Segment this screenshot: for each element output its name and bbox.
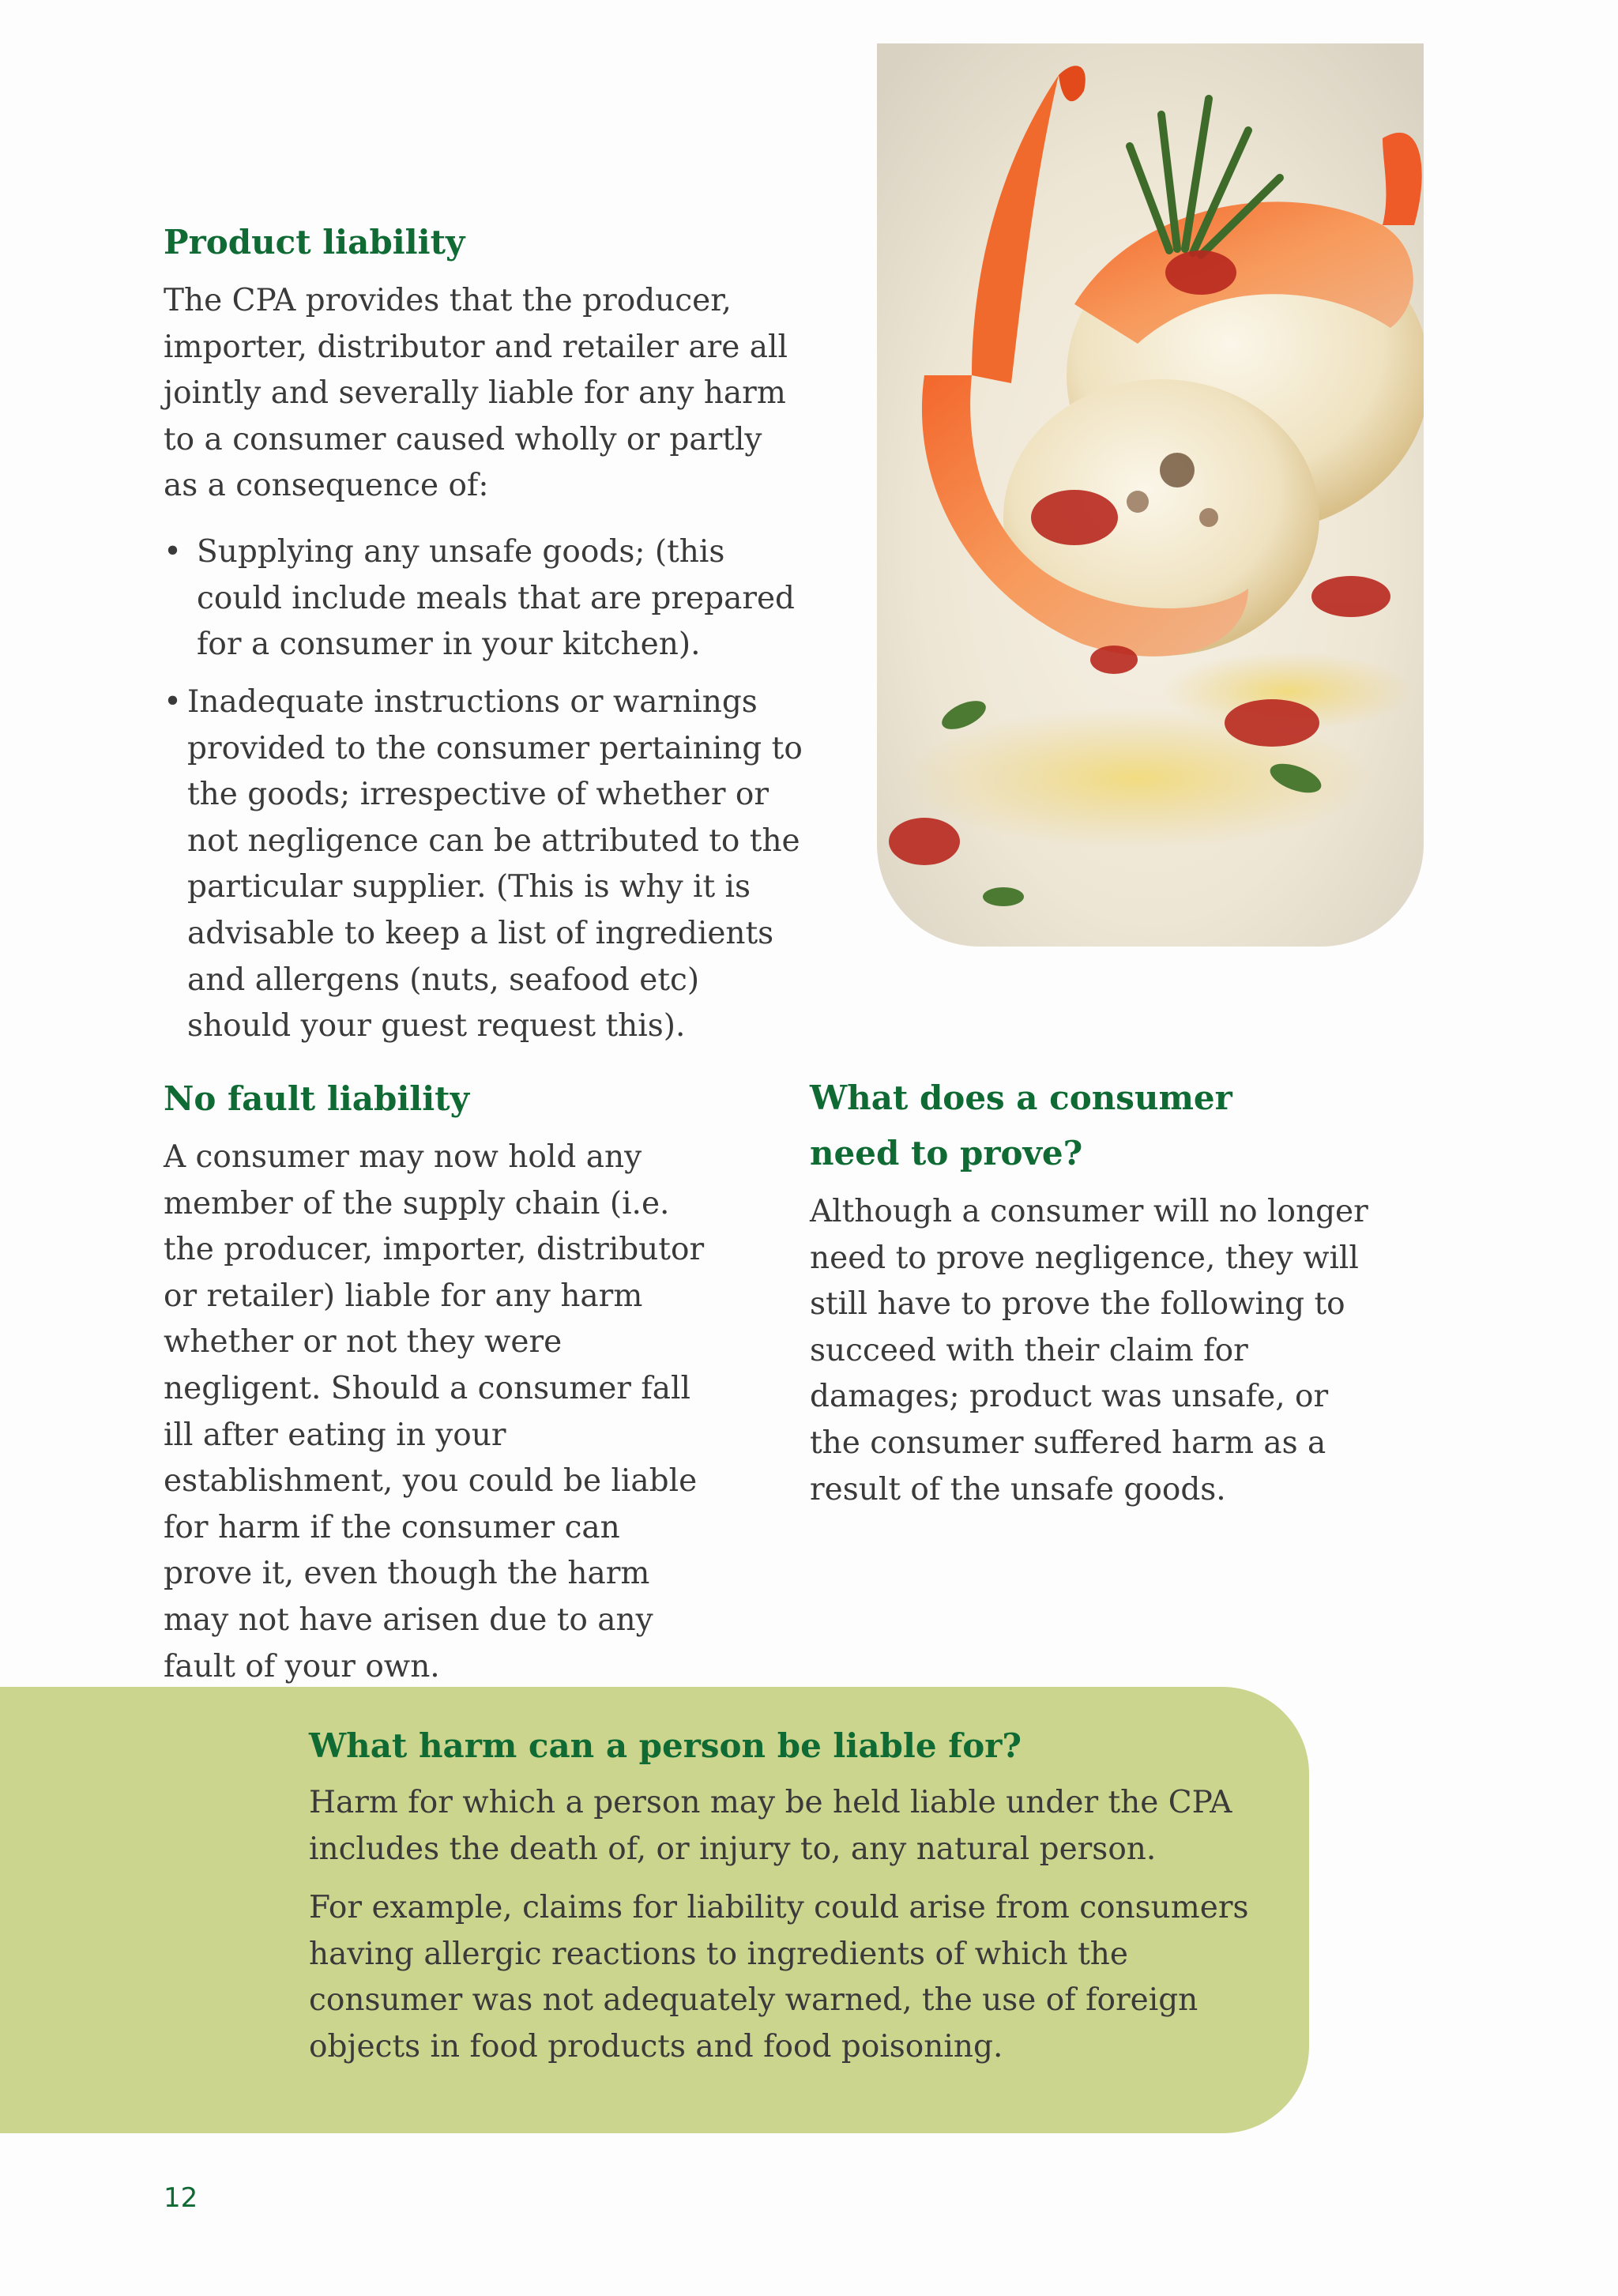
no-fault-liability-heading: No fault liability xyxy=(164,1079,469,1118)
harm-box-paragraph-2: For example, claims for liability could arise from consumers having allergic reactions to ingredients of which the consumer was not adequately warned, the use of foreign objects in food products and food poisoning. xyxy=(309,1890,1249,2065)
product-liability-intro: The CPA provides that the producer, importer, distributor and retailer are all jointly and severally liable for any harm to a consumer caused wholly or partly as a consequence of: xyxy=(164,283,788,504)
bullet-item-inadequate-instructions xyxy=(164,679,811,1050)
harm-box-heading: What harm can a person be liable for? xyxy=(309,1726,1022,1765)
consumer-prove-heading: What does a consumer need to prove? xyxy=(810,1078,1232,1172)
bullet-dot: • xyxy=(164,534,182,570)
no-fault-liability-body: A consumer may now hold any member of the supply chain (i.e. the producer, importer, distributor or retailer) liable for any harm whether or not they were negligent. Should a consumer fall ill after eating in your establishment, you could be liable for harm if the consumer can prove it, even though the harm may not have arisen due to any fault of your own. xyxy=(164,1139,705,1684)
bullet-text: Inadequate instructions or warnings provided to the consumer pertaining to the goods; irrespective of whether or not negligence can be attributed to the particular supplier. (This is why it is advisable to keep a list of ingredients and allergens (nuts, seafood etc) should your guest request this). xyxy=(187,684,803,1044)
bullet-item-unsafe-goods xyxy=(164,529,811,668)
consumer-prove-body: Although a consumer will no longer need to prove negligence, they will still have to prove the following to succeed with their claim for damages; product was unsafe, or the consumer suffered harm as a result of the unsafe goods. xyxy=(810,1194,1368,1507)
shrimp-scallop-photo xyxy=(877,43,1424,947)
page-number: 12 xyxy=(164,2182,198,2214)
harm-info-box xyxy=(0,1687,1309,2133)
harm-box-paragraph-1: Harm for which a person may be held liable under the CPA includes the death of, or injury to, any natural person. xyxy=(309,1785,1232,1867)
bullet-text: Supplying any unsafe goods; (this could include meals that are prepared for a consumer in your kitchen). xyxy=(197,534,796,663)
bullet-dot: • xyxy=(164,684,182,720)
product-liability-heading: Product liability xyxy=(164,223,465,262)
